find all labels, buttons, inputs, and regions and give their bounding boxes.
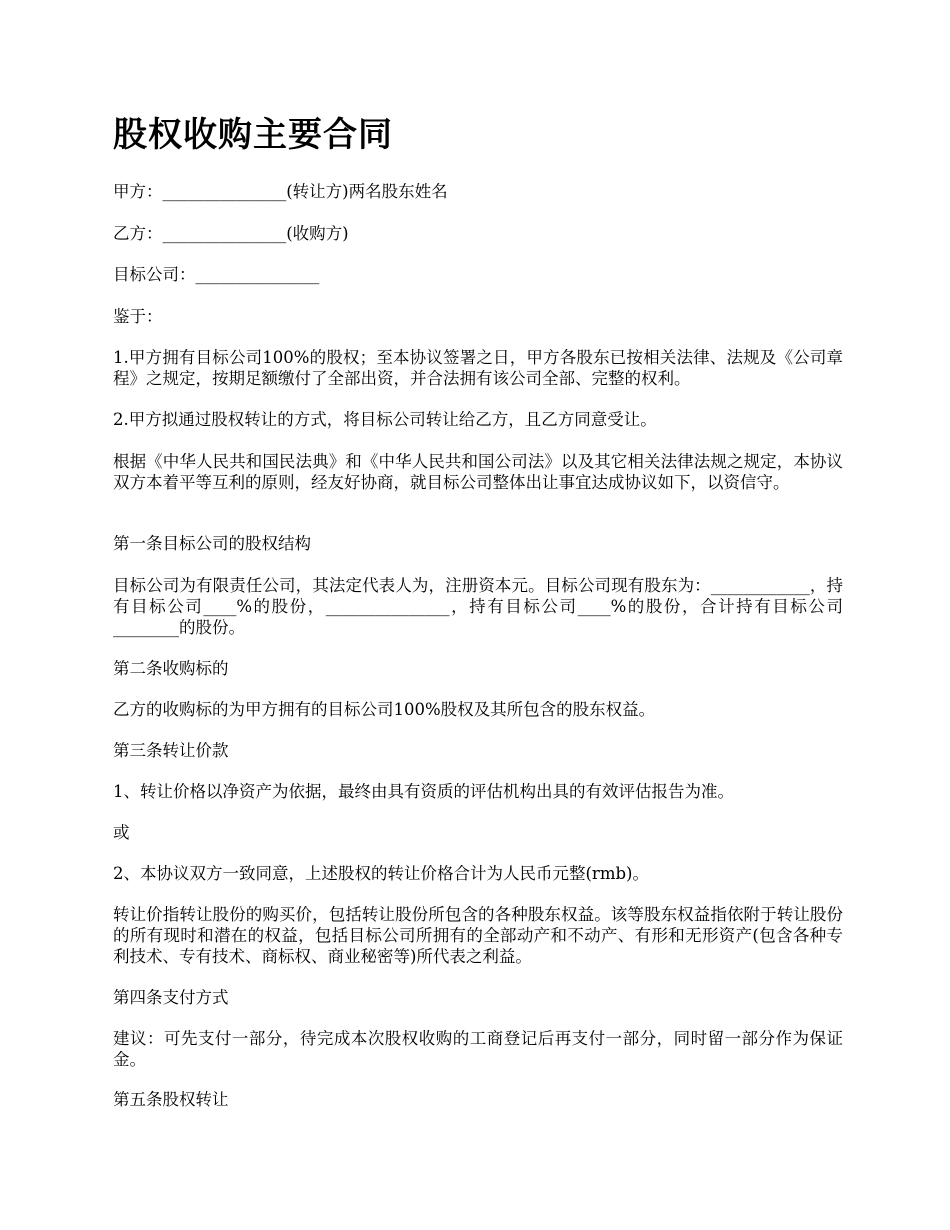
article-4-body: 建议：可先支付一部分，待完成本次股权收购的工商登记后再支付一部分，同时留一部分作为保证金。 bbox=[113, 1029, 843, 1069]
party-a-line: 甲方：_______________(转让方)两名股东姓名 bbox=[113, 182, 448, 201]
transfer-price-definition: 转让价指转让股份的购买价，包括转让股份所包含的各种股东权益。该等股东权益指依附于转让股份的所有现时和潜在的权益，包括目标公司所拥有的全部动产和不动产、有形和无形资产(包含各种专利技术、专有技术、商标权、商业秘密等)所代表之利益。 bbox=[113, 905, 843, 966]
article-5-heading: 第五条股权转让 bbox=[113, 1090, 229, 1109]
article-3-item-1: 1、转让价格以净资产为依据，最终由具有资质的评估机构出具的有效评估报告为准。 bbox=[113, 782, 734, 801]
document-title: 股权收购主要合同 bbox=[113, 115, 393, 155]
article-3-heading: 第三条转让价款 bbox=[113, 741, 229, 760]
article-4-heading: 第四条支付方式 bbox=[113, 988, 229, 1007]
recital-2: 2.甲方拟通过股权转让的方式，将目标公司转让给乙方，且乙方同意受让。 bbox=[113, 410, 657, 429]
article-1-heading: 第一条目标公司的股权结构 bbox=[113, 534, 311, 553]
article-1-body: 目标公司为有限责任公司，其法定代表人为，注册资本元。目标公司现有股东为：____________，持有目标公司____%的股份，_______________，持有目标公司____%的股份，合计持有目标公司________的股份。 bbox=[113, 576, 843, 637]
recital-1: 1.甲方拥有目标公司100%的股权；至本协议签署之日，甲方各股东已按相关法律、法规及《公司章程》之规定，按期足额缴付了全部出资，并合法拥有该公司全部、完整的权利。 bbox=[113, 348, 843, 388]
article-3-item-2: 2、本协议双方一致同意，上述股权的转让价格合计为人民币元整(rmb)。 bbox=[113, 864, 649, 883]
article-2-body: 乙方的收购标的为甲方拥有的目标公司100%股权及其所包含的股东权益。 bbox=[113, 700, 656, 719]
article-2-heading: 第二条收购标的 bbox=[113, 659, 229, 678]
whereas-heading: 鉴于： bbox=[113, 307, 163, 326]
article-3-or: 或 bbox=[113, 823, 130, 842]
target-company-line: 目标公司：_______________ bbox=[113, 265, 320, 284]
party-b-line: 乙方：_______________(收购方) bbox=[113, 224, 349, 243]
basis-paragraph: 根据《中华人民共和国民法典》和《中华人民共和国公司法》以及其它相关法律法规之规定，本协议双方本着平等互利的原则，经友好协商，就目标公司整体出让事宜达成协议如下，以资信守。 bbox=[113, 452, 843, 492]
